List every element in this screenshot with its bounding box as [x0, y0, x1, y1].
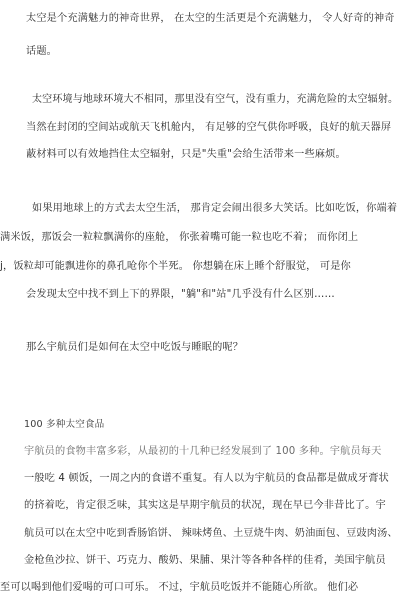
- paragraph-3-line-3: j，饭粒却可能飘进你的鼻孔呛你个半死。 你想躺在床上睡个舒服觉， 可是你: [0, 261, 351, 272]
- paragraph-3-line-4: 会发现太空中找不到上下的界限，"躺"和"站"几乎没有什么区别……: [26, 289, 335, 300]
- paragraph-3-line-2: 满米饭，那饭会一粒粒飘满你的座舱， 你张着嘴可能一粒也吃不着； 而你闭上: [0, 232, 359, 243]
- paragraph-1-line-2: 话题。: [26, 46, 58, 57]
- section-line-1: 宇航员的食物丰富多彩，从最初的十几种已经发展到了 100 多种。宇航员每天: [24, 446, 382, 457]
- section-line-6: 至可以喝到他们爱喝的可口可乐。 不过，宇航员吃饭并不能随心所欲。 他们必: [0, 582, 359, 593]
- paragraph-1-line-1: 太空是个充满魅力的神奇世界， 在太空的生活更是个充满魅力， 令人好奇的神奇: [26, 13, 395, 24]
- section-line-2: 一般吃 4 顿饭，一周之内的食谱不重复。有人以为宇航员的食品都是做成牙膏状: [24, 473, 389, 484]
- paragraph-2-line-3: 蔽材料可以有效地挡住太空辐射，只是"失重"会给生活带来一些麻烦。: [26, 149, 346, 160]
- section-line-3: 的挤着吃，肯定很乏味，其实这是早期宇航员的状况，现在早已今非昔比了。宇: [24, 500, 386, 511]
- paragraph-2-line-1: 太空环境与地球环境大不相同，那里没有空气，没有重力，充满危险的太空辐射。: [32, 94, 399, 105]
- paragraph-2-line-2: 当然在封闭的空间站或航天飞机舱内， 有足够的空气供你呼吸，良好的航天器屏: [26, 122, 392, 133]
- paragraph-3-line-1: 如果用地球上的方式去太空生活， 那肯定会闹出很多大笑话。比如吃饭，你端着: [32, 203, 398, 214]
- section-heading: 100 多种太空食品: [24, 419, 105, 430]
- section-line-5: 金枪鱼沙拉、饼干、巧克力、酸奶、果脯、果汁等各种各样的佳肴，美国宇航员: [24, 555, 386, 566]
- question-line: 那么宇航员们是如何在太空中吃饭与睡眠的呢？: [26, 342, 244, 353]
- section-line-4: 航员可以在太空中吃到香肠馅饼、 辣味烤鱼、土豆烧牛肉、奶油面包、豆豉肉汤、: [24, 528, 398, 539]
